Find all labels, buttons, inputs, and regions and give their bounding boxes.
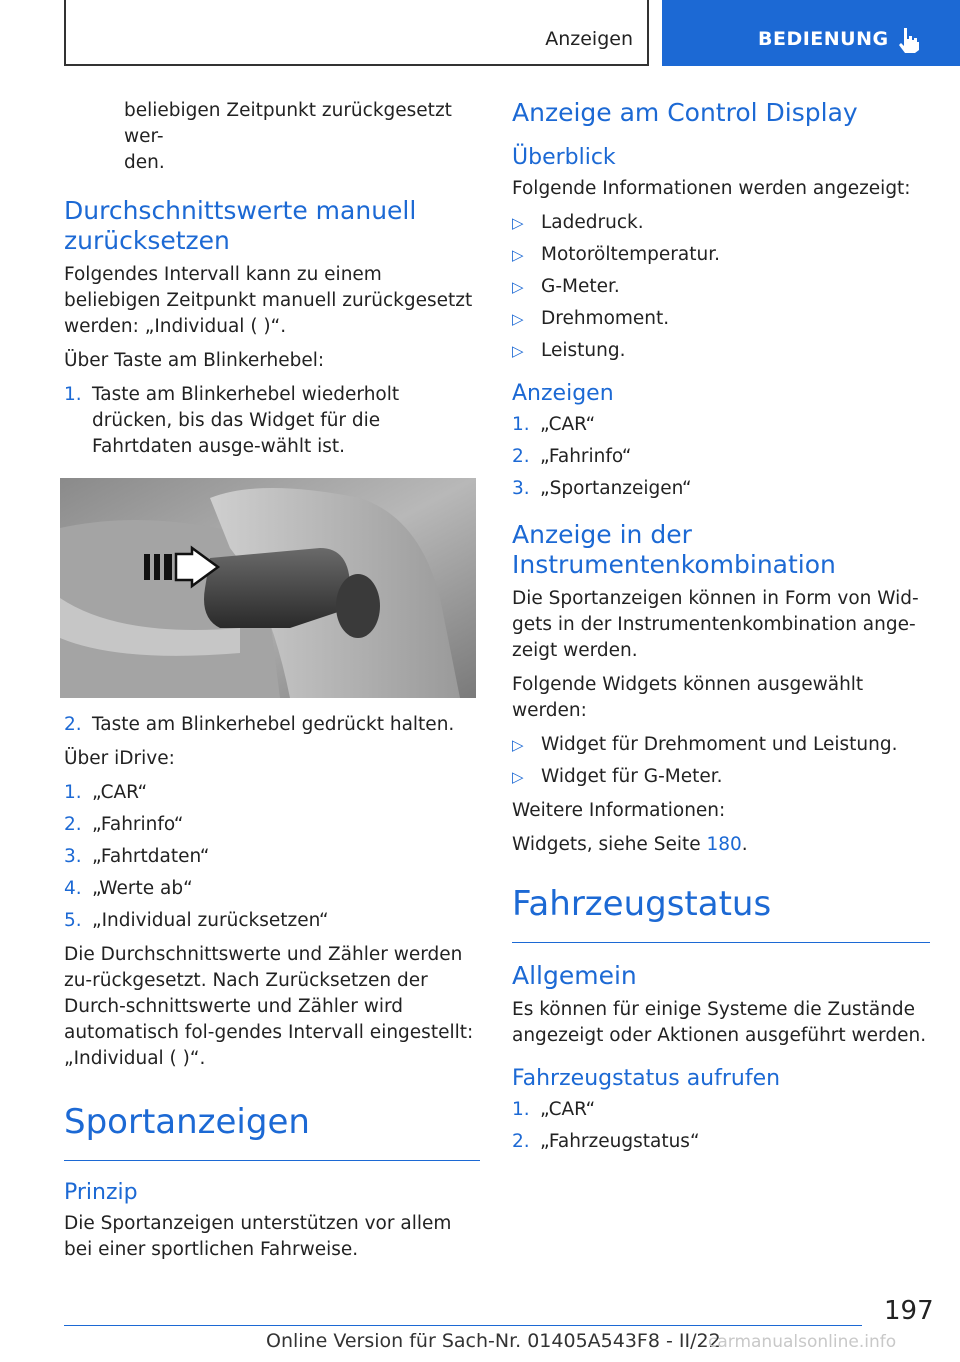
list-text: „Individual zurücksetzen“ (92, 910, 329, 931)
list-item (512, 732, 930, 758)
list-text: „Werte ab“ (92, 878, 193, 899)
steps-hold-list (64, 712, 480, 738)
steps-idrive-list (64, 780, 480, 934)
list-item (512, 242, 930, 268)
list-item (512, 1129, 930, 1155)
left-column (64, 98, 480, 1271)
header-section-label: Anzeigen (545, 28, 633, 50)
list-item (512, 476, 930, 502)
list-item (512, 306, 930, 332)
info-text: Folgende Informationen werden angezeigt: (512, 178, 911, 199)
list-number: 2. (64, 814, 82, 835)
list-item (64, 844, 480, 870)
list-number: 1. (64, 782, 82, 803)
heading-prinzip: Prinzip (64, 1180, 138, 1205)
interval-text: Folgendes Intervall kann zu einem beliebigen Zeitpunkt manuell zurückgesetzt werden: „Individual ( )“. (64, 264, 473, 337)
list-item (64, 382, 480, 460)
list-item (64, 876, 480, 902)
heading-sportanzeigen: Sportanzeigen (64, 1102, 480, 1161)
list-number: 3. (512, 478, 530, 499)
list-text: G-Meter. (541, 276, 620, 297)
steps-taste-list (64, 382, 480, 460)
list-number: 4. (64, 878, 82, 899)
list-text: Leistung. (541, 340, 626, 361)
heading-reset: Durchschnittswerte manuell zurücksetzen (64, 196, 417, 255)
list-number: 2. (512, 446, 530, 467)
footer-divider (64, 1325, 862, 1326)
heading-anzeigen: Anzeigen (512, 381, 614, 406)
list-text: Ladedruck. (541, 212, 644, 233)
prinzip-text: Die Sportanzeigen unterstützen vor allem bei einer sportlichen Fahrweise. (64, 1213, 452, 1260)
list-text: „CAR“ (540, 414, 596, 435)
heading-instrumentenkombination: Anzeige in der Instrumentenkombination (512, 520, 836, 579)
list-text: Taste am Blinkerhebel wiederholt drücken, bis das Widget für die Fahrtdaten ausge-wählt ist. (92, 384, 400, 457)
header-chapter-label: BEDIENUNG (758, 28, 889, 50)
list-item (512, 274, 930, 300)
list-item (512, 764, 930, 790)
triangle-bullet-icon: ▷ (512, 768, 524, 786)
list-text: Taste am Blinkerhebel gedrückt halten. (92, 714, 455, 735)
list-number: 5. (64, 910, 82, 931)
header-chapter-tab (662, 0, 960, 66)
intro-text: beliebigen Zeitpunkt zurückgesetzt wer- den. (124, 100, 452, 173)
list-item (512, 338, 930, 364)
list-text: Drehmoment. (541, 308, 670, 329)
heading-control-display: Anzeige am Control Display (512, 98, 858, 127)
list-item (64, 908, 480, 934)
list-item (64, 712, 480, 738)
triangle-bullet-icon: ▷ (512, 214, 524, 232)
list-item (512, 412, 930, 438)
triangle-bullet-icon: ▷ (512, 310, 524, 328)
steps-status-list (512, 1097, 930, 1155)
list-text: „Fahrtdaten“ (92, 846, 210, 867)
list-number: 1. (512, 414, 530, 435)
list-text: „Sportanzeigen“ (540, 478, 692, 499)
weitere-text: Weitere Informationen: (512, 800, 726, 821)
taste-text: Über Taste am Blinkerhebel: (64, 350, 325, 371)
result-text: Die Durchschnittswerte und Zähler werden zu-rückgesetzt. Nach Zurücksetzen der Durch-schnittswerte und Zähler wird automatisch fol-gendes Intervall eingestellt: „Individual ( )“. (64, 944, 474, 1069)
triangle-bullet-icon: ▷ (512, 246, 524, 264)
seite-label: Widgets, siehe Seite (512, 834, 707, 855)
hand-pointer-icon (896, 26, 922, 54)
heading-ueberblick: Überblick (512, 145, 616, 170)
seite-end: . (741, 834, 748, 855)
list-item (512, 1097, 930, 1123)
list-text: „CAR“ (92, 782, 148, 803)
heading-fahrzeugstatus: Fahrzeugstatus (512, 884, 930, 943)
right-column (512, 98, 930, 1163)
idrive-text: Über iDrive: (64, 748, 175, 769)
triangle-bullet-icon: ▷ (512, 736, 524, 754)
page-number: 197 (884, 1296, 934, 1326)
triangle-bullet-icon: ▷ (512, 278, 524, 296)
footer-watermark: carmanualsonline.info (708, 1332, 897, 1352)
list-item (512, 444, 930, 470)
list-number: 3. (64, 846, 82, 867)
heading-allgemein: Allgemein (512, 961, 637, 990)
triangle-bullet-icon: ▷ (512, 342, 524, 360)
list-text: Widget für G-Meter. (541, 766, 723, 787)
list-text: „Fahrzeugstatus“ (540, 1131, 700, 1152)
heading-aufrufen: Fahrzeugstatus aufrufen (512, 1066, 781, 1091)
list-text: Motoröltemperatur. (541, 244, 721, 265)
allgemein-text: Es können für einige Systeme die Zustände angezeigt oder Aktionen ausgeführt werden. (512, 999, 927, 1046)
list-number: 2. (64, 714, 82, 735)
steps-anzeigen-list (512, 412, 930, 502)
turn-signal-lever-photo (60, 478, 476, 698)
list-number: 2. (512, 1131, 530, 1152)
list-text: „Fahrinfo“ (92, 814, 184, 835)
kombi-text: Die Sportanzeigen können in Form von Wid-gets in der Instrumentenkombination ange-zeigt werden. (512, 588, 919, 661)
list-number: 1. (64, 384, 82, 405)
footer-online-version: Online Version für Sach-Nr. 01405A543F8 - II/22 (266, 1330, 721, 1352)
list-text: „Fahrinfo“ (540, 446, 632, 467)
list-text: „CAR“ (540, 1099, 596, 1120)
list-text: Widget für Drehmoment und Leistung. (541, 734, 898, 755)
seite-text (512, 832, 930, 858)
list-item (64, 812, 480, 838)
page-link[interactable]: 180 (706, 834, 742, 855)
header-section-box (64, 0, 649, 66)
list-item (64, 780, 480, 806)
widgets-bullet-list (512, 732, 930, 790)
widgets-text: Folgende Widgets können ausgewählt werden: (512, 674, 864, 721)
list-item (512, 210, 930, 236)
info-bullet-list (512, 210, 930, 364)
list-number: 1. (512, 1099, 530, 1120)
